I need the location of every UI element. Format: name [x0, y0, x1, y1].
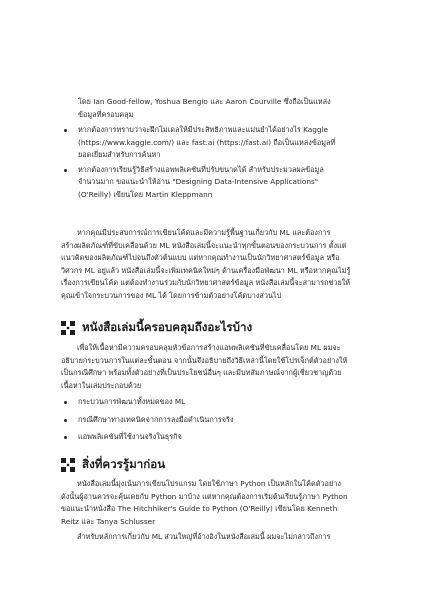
text-line: สำหรับหลักการเกี่ยวกับ ML ส่วนใหญ่ที่อ้างอิงในหนังสือเล่มนี้ ผมจะไม่กล่าวถึงการ: [77, 532, 331, 541]
section-heading-icon: [61, 321, 75, 335]
text-line: ข้อมูลที่ครอบคลุม: [78, 109, 134, 119]
text-line: หากคุณมีประสบการณ์การเขียนโค้ดและมีความรู้พื้นฐานเกี่ยวกับ ML และต้องการ: [77, 228, 331, 237]
text-line: วิศวกร ML อยู่แล้ว หนังสือเล่มนี้จะเพิ่มเทคนิคใหม่ๆ ด้านเครื่องมือพัฒนา ML หรือหากคุณไม่รู้: [61, 265, 351, 275]
paragraph-coverage: [61, 342, 421, 392]
text-line: คุณเข้าใจกระบวนการของ ML ได้ โดยการข้ามตัวอย่างโค้ดบางส่วนไป: [61, 290, 282, 300]
text-line: ยอดเยี่ยมสำหรับการค้นหา: [78, 150, 161, 160]
list-item-text: กระบวนการพัฒนาทั้งหมดของ ML: [78, 397, 186, 406]
section-heading-coverage: [61, 319, 252, 337]
text-line: โดย Ian Good-fellow, Yoshua Bengio และ Aaron Courville ซึ่งถือเป็นแหล่ง: [78, 97, 331, 106]
text-line: Reitz และ Tanya Schlusser: [61, 516, 156, 526]
intro-continuation: [78, 96, 331, 121]
text-line: อธิบายกระบวนการในแต่ละขั้นตอน จากนั้นจึงอธิบายถึงวิธีเหล่านี้โดยใช้โปรเจ็กต์ตัวอย่างให้: [61, 355, 348, 365]
list-item: [61, 414, 401, 427]
list-item: [61, 396, 401, 409]
paragraph-experience: [61, 227, 421, 303]
resource-list: [61, 124, 411, 202]
list-item: [61, 431, 401, 444]
text-line: หนังสือเล่มนี้มุ่งเน้นการเขียนโปรแกรม โดยใช้ภาษา Python เป็นหลักในโค้ดตัวอย่าง: [77, 479, 341, 488]
list-item-text: กรณีศึกษาทางเทคนิคจากการลงมือดำเนินการจริง: [78, 414, 234, 424]
text-line: หากต้องการเรียนรู้วิธีสร้างแอพพลิเคชันที่ปรับขนาดได้ สำหรับประมวลผลข้อมูล: [78, 164, 324, 174]
text-line: แนวคิดของผลิตภัณฑ์ไปจนถึงตัวต้นแบบ แต่หากคุณทำงานเป็นนักวิทยาศาสตร์ข้อมูล หรือ: [61, 253, 340, 263]
text-line: เป็นกรณีศึกษา พร้อมทั้งตัวอย่างที่เป็นประโยชน์อื่นๆ และมีบทสัมภาษณ์จากผู้เชี่ยวชาญด้วย: [61, 368, 342, 378]
coverage-list: [61, 396, 401, 444]
paragraph-ml-principles: [61, 531, 421, 544]
section-title: สิ่งที่ควรรู้มาก่อน: [82, 457, 166, 471]
bullet-icon: [64, 419, 67, 422]
paragraph-prerequisites: [61, 478, 421, 528]
list-item: [61, 164, 411, 202]
text-line: ขอแนะนำหนังสือ The Hitchhiker's Guide to Python (O'Reilly) เขียนโดย Kenneth: [61, 504, 338, 514]
section-heading-icon: [61, 458, 75, 472]
text-line: หากต้องการทราบว่าจะฝึกโมเดลให้มีประสิทธิภาพและแม่นยำได้อย่างไร Kaggle: [78, 125, 329, 134]
text-line: เรื่องการเขียนโค้ด แต่ต้องทำงานร่วมกับนักวิทยาศาสตร์ข้อมูล หนังสือเล่มนี้จะสามารถช่วยให้: [61, 278, 351, 288]
text-line: สร้างผลิตภัณฑ์ที่ขับเคลื่อนด้วย ML หนังสือเล่มนี้จะแนะนำทุกขั้นตอนของกระบวนการ ตั้งแต่: [61, 240, 347, 250]
text-line: เพื่อให้เนื้อหามีความครอบคลุมหัวข้อการสร้างแอพพลิเคชันที่ขับเคลื่อนโดย ML ผมจะ: [77, 343, 341, 352]
text-line: (O'Reilly) เขียนโดย Martin Kleppmann: [78, 189, 213, 199]
section-title: หนังสือเล่มนี้ครอบคลุมถึงอะไรบ้าง: [82, 320, 253, 334]
bullet-icon: [64, 436, 67, 439]
list-item: [61, 124, 411, 162]
bullet-icon: [64, 169, 67, 172]
text-line: (https://www.kaggle.com/) และ fast.ai (https://fast.ai) ถือเป็นแหล่งข้อมูลที่: [78, 137, 336, 147]
bullet-icon: [64, 129, 67, 132]
list-item-text: แอพพลิเคชันที่ใช้งานจริงในธุรกิจ: [78, 432, 182, 442]
text-line: ดังนั้นผู้อ่านควรจะคุ้นเคยกับ Python มาบ้าง แต่หากคุณต้องการเริ่มต้นเรียนรู้ภาษา Python: [61, 491, 348, 501]
text-line: จำนวนมาก ขอแนะนำให้อ่าน "Designing Data-Intensive Applications": [78, 177, 319, 187]
section-heading-prerequisites: [61, 456, 165, 474]
text-line: เนื้อหาในเล่มประกอบด้วย: [61, 380, 142, 390]
bullet-icon: [64, 401, 67, 404]
